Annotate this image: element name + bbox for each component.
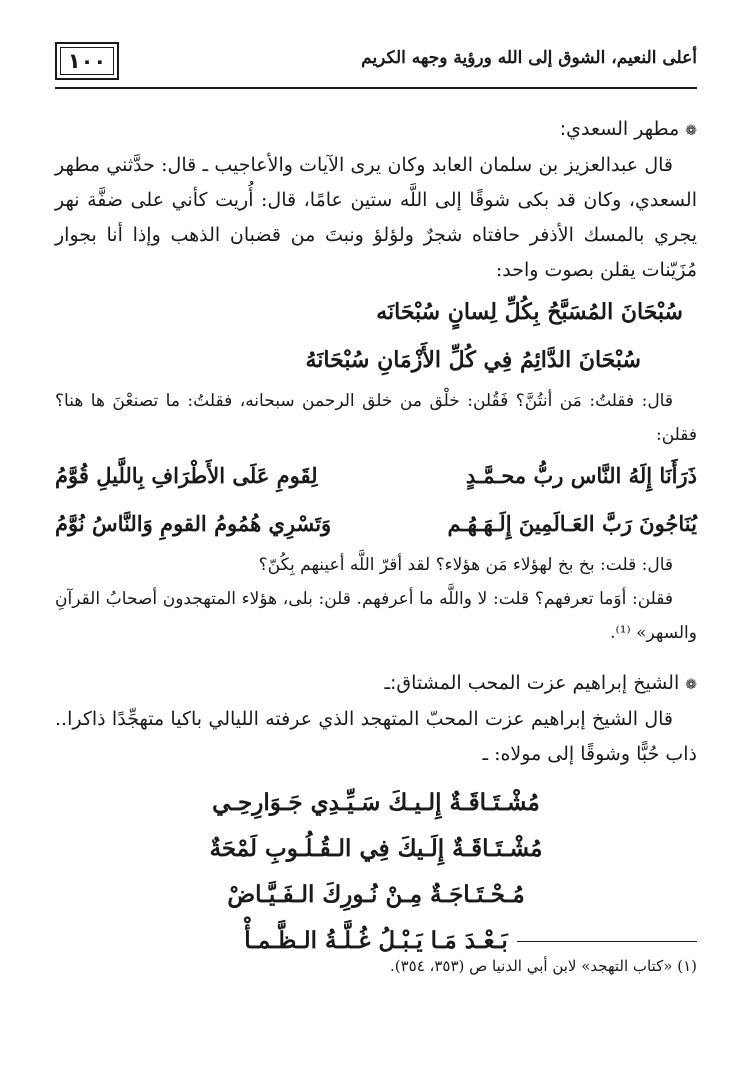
section-title: الشيخ إبراهيم عزت المحب المشتاق:ـ (384, 672, 680, 694)
header-rule (55, 87, 697, 89)
poem-row (55, 452, 697, 500)
section-gap (55, 650, 697, 666)
poem-row (55, 500, 697, 548)
page-header (55, 40, 697, 88)
section-heading (55, 112, 697, 148)
footnote-rule (517, 941, 697, 942)
paragraph: فقلن: أوَما تعرفهم؟ قلت: لا واللَّه ما أعرفهم. قلن: بلى، هؤلاء المتهجدون أصحابُ القرآنِ والسهر» ⁽¹⁾. (55, 589, 697, 643)
poem-line: مُشْـتَـاقَـةٌ إِلـيـكَ سَـيِّـدِي جَـوَارِحِـي (212, 789, 540, 816)
verse-line: سُبْحَانَ الدَّائِمُ فِي كُلِّ الأَزْمَانِ سُبْحَانَهُ (305, 347, 641, 373)
poem-hemistich: وَتَسْرِي هُمُومُ القومِ وَالنَّاسُ نُوَّمُ (55, 511, 332, 536)
paragraph: قال: فقلتُ: مَن أنتُنَّ؟ فَقُلن: خلْق من خلق الرحمن سبحانه، فقلتُ: ما تصنعْنَ ها هنا؟ فقلن: (55, 391, 697, 445)
paragraph: قال الشيخ إبراهيم عزت المحبّ المتهجد الذي عرفته الليالي باكيا متهجِّدًا ذاكرا.. ذاب حُبًّا وشوقًا إلى مولاه: ـ (55, 708, 697, 765)
flower-bullet-icon: ❁ (685, 123, 697, 139)
poem-hemistich: ذَرَأَنَا إِلَهُ النَّاس ربُّ محـمَّـدٍ (465, 463, 697, 488)
page-body (55, 112, 697, 964)
footnote: (١) «كتاب التهجد» لابن أبي الدنيا ص (٣٥٣، ٣٥٤). (389, 957, 697, 975)
paragraph: قال عبدالعزيز بن سلمان العابد وكان يرى الآيات والأعاجيب ـ قال: حدَّثني مطهر السعدي، وكان قد بكى شوقًا إلى اللَّه ستين عامًا، قال: أُريت كأني على ضفَّة نهر يجري بالمسك الأذفر حافتاه شجرٌ ولؤلؤ ونبتَ من قضبان الذهب وإذا أنا بجوار مُزَيّنات يقلن بصوت واحد: (55, 154, 697, 281)
running-title: أعلى النعيم، الشوق إلى الله ورؤية وجهه الكريم (361, 48, 697, 68)
poem-block (55, 780, 697, 964)
poem-line: مُـحْـتَـاجَـةٌ مِـنْ نُـورِكَ الـفَـيَّـاضْ (227, 881, 525, 908)
page-number: ١٠٠ (55, 42, 119, 80)
poem-line: مُشْـتَـاقَـةٌ إِلَـيكَ فِي الـقُـلُـوبِ لَمْحَةٌ (209, 835, 543, 862)
section-title: مطهر السعدي: (559, 118, 680, 140)
section-heading (55, 666, 697, 702)
poem-hemistich: يُنَاجُونَ رَبَّ العَـالَمِينَ إِلَـهَـهُـم (447, 511, 697, 536)
poem-hemistich: لِقَومِ عَلَى الأَطْرَافِ بِاللَّيلِ قُوَّمُ (55, 463, 318, 488)
poem-line: بَـعْـدَ مَـا يَـبْـلُ غُـلَّـةُ الـظَّـمـأْ (244, 927, 508, 954)
flower-bullet-icon: ❁ (685, 677, 697, 693)
paragraph: قال: قلت: بخ بخ لهؤلاء مَن هؤلاء؟ لقد أقرّ اللَّه أعينهم بِكُنّ؟ (258, 555, 673, 575)
verse-line: سُبْحَانَ المُسَبَّحُ بِكُلِّ لِسانٍ سُبْحَانَه (376, 299, 683, 325)
